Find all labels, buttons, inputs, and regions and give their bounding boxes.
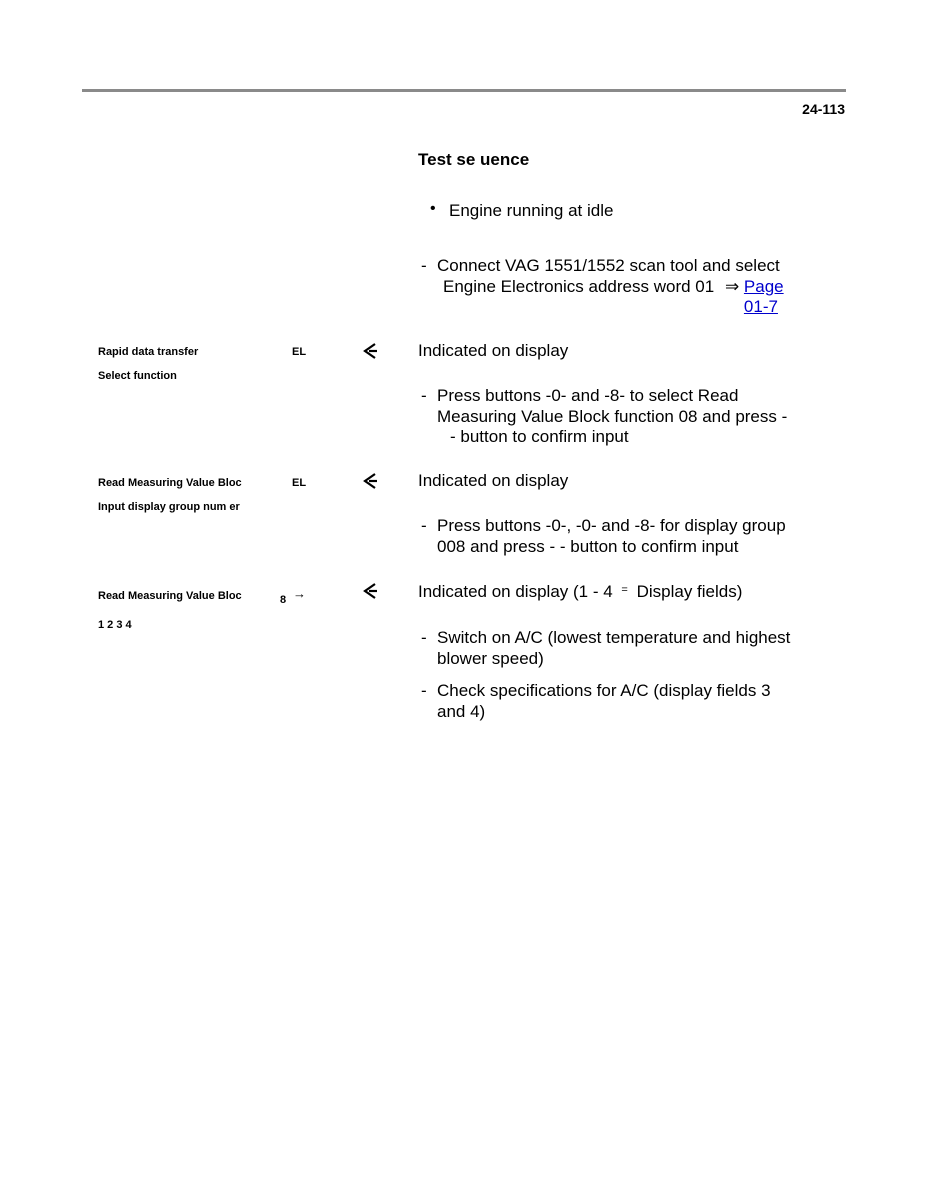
step-ac-line1: Switch on A/C (lowest temperature and highest — [437, 628, 791, 647]
step-connect — [437, 256, 827, 318]
right-arrow-icon: → — [293, 586, 306, 601]
pointer-arrow-icon — [362, 342, 378, 360]
step-dash: - — [421, 681, 427, 700]
display2-line2: Input display group num er — [98, 501, 240, 513]
step-spec — [437, 681, 827, 722]
step-dash: - — [421, 256, 427, 275]
page-link[interactable]: Page 01-7 — [743, 276, 784, 316]
header-rule — [82, 89, 846, 92]
step-ac-line2: blower speed) — [437, 648, 544, 668]
step-dash: - — [421, 516, 427, 535]
section-heading: Test se uence — [418, 150, 530, 169]
display3-line1: Read Measuring Value Bloc — [98, 590, 242, 602]
step-spec-line1: Check specifications for A/C (display fields 3 — [437, 681, 771, 700]
step-dash: - — [421, 628, 427, 647]
step-press2 — [437, 516, 827, 557]
step-connect-text: Engine Electronics address word 01 — [443, 276, 715, 296]
display2-tag: EL — [292, 477, 307, 489]
indicated3-equals: = — [621, 584, 628, 596]
step-press1 — [437, 386, 827, 448]
display2-line1: Read Measuring Value Bloc — [98, 477, 242, 489]
bullet-icon: • — [430, 200, 436, 217]
step-spec-line2: and 4) — [437, 701, 486, 721]
step-connect-line1: Connect VAG 1551/1552 scan tool and select — [437, 256, 780, 275]
pointer-arrow-icon — [362, 472, 378, 490]
indicated3-text1: Indicated on display (1 - 4 — [418, 582, 613, 601]
indicated3-text2: Display fields) — [636, 582, 743, 601]
display1-line2: Select function — [98, 370, 177, 382]
right-arrow-icon: ⇒ — [724, 276, 740, 296]
display1-line1: Rapid data transfer — [98, 346, 199, 358]
step-connect-line2 — [437, 277, 827, 318]
pointer-arrow-icon — [362, 582, 378, 600]
indicated-on-display-3 — [418, 582, 742, 602]
display3-line2: 1 2 3 4 — [98, 619, 132, 631]
step-press1-line3: - button to confirm input — [450, 427, 629, 446]
step-dash: - — [421, 386, 427, 405]
bullet-text: Engine running at idle — [449, 201, 614, 220]
indicated-on-display-1: Indicated on display — [418, 341, 569, 360]
step-press2-line2: 008 and press - - button to confirm input — [437, 536, 739, 556]
display3-group: 8 — [280, 594, 287, 606]
step-press1-line2: Measuring Value Block function 08 and press - — [437, 406, 788, 426]
step-press2-line1: Press buttons -0-, -0- and -8- for display group — [437, 516, 786, 535]
step-ac — [437, 628, 827, 669]
step-press1-line1: Press buttons -0- and -8- to select Read — [437, 386, 739, 405]
page-number: 24-113 — [802, 101, 845, 117]
indicated-on-display-2: Indicated on display — [418, 471, 569, 490]
display1-tag: EL — [292, 346, 307, 358]
